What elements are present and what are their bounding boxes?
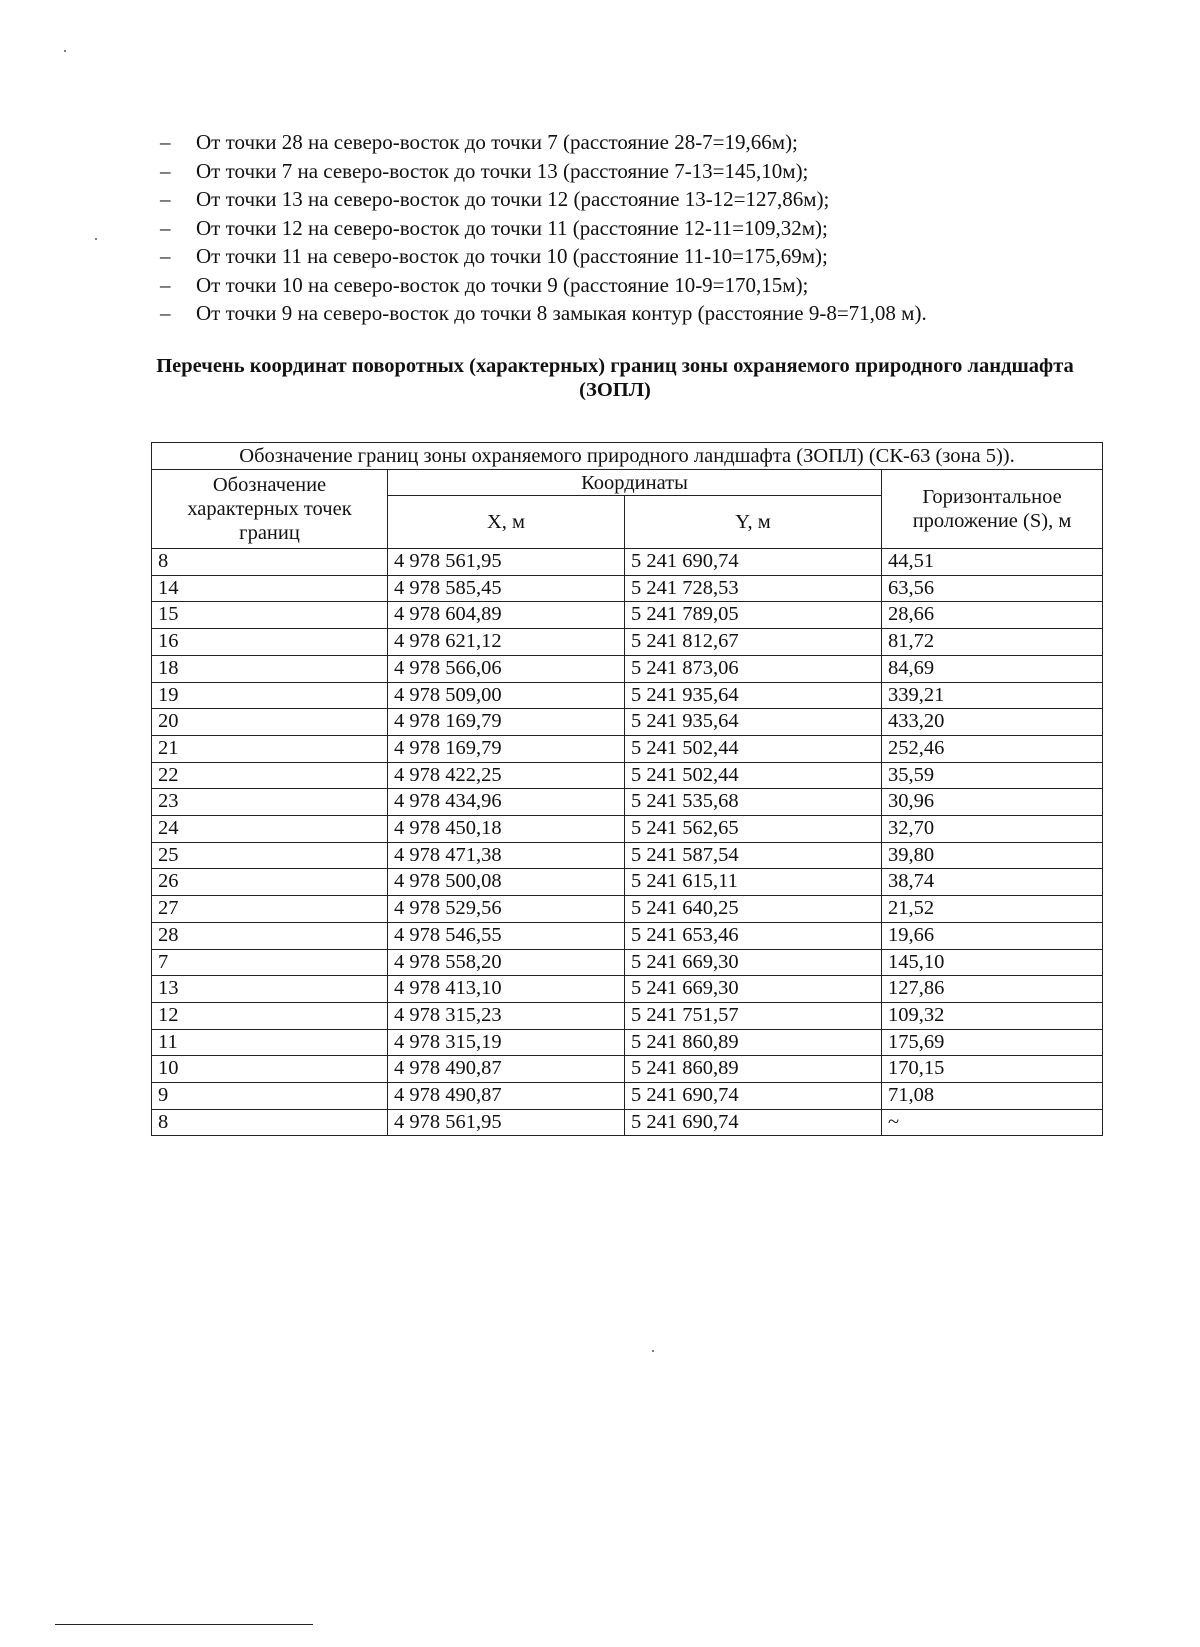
cell-point: 15: [152, 602, 388, 629]
cell-x: 4 978 422,25: [388, 762, 625, 789]
table-row: [152, 709, 1103, 736]
cell-point: 9: [152, 1083, 388, 1110]
cell-y: 5 241 935,64: [625, 682, 882, 709]
cell-x: 4 978 169,79: [388, 709, 625, 736]
cell-x: 4 978 585,45: [388, 575, 625, 602]
cell-point: 11: [152, 1029, 388, 1056]
cell-y: 5 241 587,54: [625, 842, 882, 869]
cell-x: 4 978 546,55: [388, 922, 625, 949]
scan-speck: [652, 1350, 654, 1352]
table-row: [152, 1029, 1103, 1056]
dash-marker: –: [160, 301, 171, 325]
cell-y: 5 241 751,57: [625, 1002, 882, 1029]
dash-marker: –: [160, 272, 171, 297]
table-row: [152, 762, 1103, 789]
boundary-description-text: От точки 10 на северо-восток до точки 9 (расстояние 10-9=170,15м);: [196, 272, 809, 297]
table-row: [152, 735, 1103, 762]
table-row: [152, 549, 1103, 576]
cell-point: 28: [152, 922, 388, 949]
cell-x: 4 978 315,23: [388, 1002, 625, 1029]
cell-x: 4 978 490,87: [388, 1083, 625, 1110]
cell-point: 23: [152, 789, 388, 816]
cell-point: 12: [152, 1002, 388, 1029]
cell-y: 5 241 935,64: [625, 709, 882, 736]
cell-point: 27: [152, 896, 388, 923]
cell-y: 5 241 690,74: [625, 549, 882, 576]
cell-y: 5 241 669,30: [625, 976, 882, 1003]
cell-point: 24: [152, 816, 388, 843]
cell-point: 21: [152, 735, 388, 762]
cell-y: 5 241 640,25: [625, 896, 882, 923]
cell-distance: 252,46: [882, 735, 1103, 762]
cell-x: 4 978 621,12: [388, 629, 625, 656]
cell-point: 8: [152, 549, 388, 576]
header-horizontal-distance: Горизонтальное проложение (S), м: [882, 470, 1103, 549]
boundary-description-item: [160, 271, 1140, 300]
cell-distance: 19,66: [882, 922, 1103, 949]
cell-distance: 84,69: [882, 655, 1103, 682]
cell-x: 4 978 450,18: [388, 816, 625, 843]
header-point-designation: Обозначение характерных точек границ: [152, 470, 388, 549]
boundary-description-item: [160, 157, 1140, 186]
cell-point: 26: [152, 869, 388, 896]
table-row: [152, 922, 1103, 949]
cell-point: 25: [152, 842, 388, 869]
header-y: Y, м: [625, 496, 882, 549]
cell-distance: 109,32: [882, 1002, 1103, 1029]
scan-speck: [64, 50, 66, 52]
cell-distance: 21,52: [882, 896, 1103, 923]
boundary-description-list: [160, 128, 1140, 328]
table-row: [152, 629, 1103, 656]
table-row: [152, 602, 1103, 629]
table-row: [152, 816, 1103, 843]
footnote-separator: [55, 1624, 313, 1625]
table-heading: Перечень координат поворотных (характерных) границ зоны охраняемого природного ландшафта (ЗОПЛ): [156, 355, 1074, 401]
table-row: [152, 896, 1103, 923]
boundary-description-item: [160, 299, 1140, 328]
cell-y: 5 241 653,46: [625, 922, 882, 949]
cell-distance: 81,72: [882, 629, 1103, 656]
scan-speck: [95, 238, 97, 240]
cell-y: 5 241 535,68: [625, 789, 882, 816]
table-row: [152, 976, 1103, 1003]
cell-x: 4 978 509,00: [388, 682, 625, 709]
cell-x: 4 978 413,10: [388, 976, 625, 1003]
cell-distance: 32,70: [882, 816, 1103, 843]
cell-x: 4 978 434,96: [388, 789, 625, 816]
table-row: [152, 869, 1103, 896]
cell-distance: 145,10: [882, 949, 1103, 976]
boundary-description-text: От точки 11 на северо-восток до точки 10 (расстояние 11-10=175,69м);: [196, 244, 828, 268]
cell-y: 5 241 860,89: [625, 1029, 882, 1056]
cell-x: 4 978 558,20: [388, 949, 625, 976]
cell-x: 4 978 561,95: [388, 1109, 625, 1136]
cell-distance: 28,66: [882, 602, 1103, 629]
table-row: [152, 842, 1103, 869]
cell-x: 4 978 471,38: [388, 842, 625, 869]
boundary-description-text: От точки 28 на северо-восток до точки 7 (расстояние 28-7=19,66м);: [196, 130, 798, 154]
cell-x: 4 978 561,95: [388, 549, 625, 576]
cell-distance: 127,86: [882, 976, 1103, 1003]
cell-y: 5 241 562,65: [625, 816, 882, 843]
cell-x: 4 978 169,79: [388, 735, 625, 762]
cell-x: 4 978 566,06: [388, 655, 625, 682]
boundary-description-item: [160, 185, 1140, 214]
dash-marker: –: [160, 187, 171, 211]
cell-x: 4 978 490,87: [388, 1056, 625, 1083]
header-coordinates: Координаты: [388, 470, 882, 496]
table-body: [152, 549, 1103, 1136]
cell-y: 5 241 860,89: [625, 1056, 882, 1083]
cell-point: 7: [152, 949, 388, 976]
table-row: [152, 1083, 1103, 1110]
cell-distance: 71,08: [882, 1083, 1103, 1110]
dash-marker: –: [160, 130, 171, 154]
cell-point: 10: [152, 1056, 388, 1083]
cell-y: 5 241 873,06: [625, 655, 882, 682]
cell-distance: 63,56: [882, 575, 1103, 602]
boundary-description-text: От точки 9 на северо-восток до точки 8 замыкая контур (расстояние 9-8=71,08 м).: [196, 301, 927, 325]
cell-point: 19: [152, 682, 388, 709]
cell-distance: 38,74: [882, 869, 1103, 896]
cell-x: 4 978 604,89: [388, 602, 625, 629]
table-row: [152, 655, 1103, 682]
cell-point: 13: [152, 976, 388, 1003]
cell-y: 5 241 615,11: [625, 869, 882, 896]
cell-distance: 175,69: [882, 1029, 1103, 1056]
boundary-description-item: [160, 128, 1140, 157]
cell-distance: 44,51: [882, 549, 1103, 576]
cell-point: 22: [152, 762, 388, 789]
cell-y: 5 241 690,74: [625, 1109, 882, 1136]
dash-marker: –: [160, 244, 171, 268]
dash-marker: –: [160, 158, 171, 183]
cell-x: 4 978 529,56: [388, 896, 625, 923]
boundary-description-text: От точки 12 на северо-восток до точки 11 (расстояние 12-11=109,32м);: [196, 215, 828, 240]
cell-y: 5 241 789,05: [625, 602, 882, 629]
cell-distance: 35,59: [882, 762, 1103, 789]
dash-marker: –: [160, 215, 171, 240]
coordinates-table: [151, 442, 1103, 1136]
boundary-description-item: [160, 214, 1140, 243]
header-x: X, м: [388, 496, 625, 549]
cell-distance: ~: [882, 1109, 1103, 1136]
cell-point: 20: [152, 709, 388, 736]
table-row: [152, 682, 1103, 709]
cell-distance: 170,15: [882, 1056, 1103, 1083]
boundary-description-text: От точки 7 на северо-восток до точки 13 (расстояние 7-13=145,10м);: [196, 158, 809, 183]
cell-x: 4 978 500,08: [388, 869, 625, 896]
cell-y: 5 241 502,44: [625, 735, 882, 762]
cell-y: 5 241 690,74: [625, 1083, 882, 1110]
cell-y: 5 241 728,53: [625, 575, 882, 602]
table-row: [152, 1002, 1103, 1029]
boundary-description-item: [160, 242, 1140, 271]
cell-y: 5 241 669,30: [625, 949, 882, 976]
cell-x: 4 978 315,19: [388, 1029, 625, 1056]
table-row: [152, 1109, 1103, 1136]
table-row: [152, 949, 1103, 976]
cell-y: 5 241 502,44: [625, 762, 882, 789]
cell-distance: 39,80: [882, 842, 1103, 869]
cell-point: 8: [152, 1109, 388, 1136]
table-row: [152, 789, 1103, 816]
table-row: [152, 1056, 1103, 1083]
cell-point: 14: [152, 575, 388, 602]
cell-y: 5 241 812,67: [625, 629, 882, 656]
cell-point: 16: [152, 629, 388, 656]
cell-distance: 30,96: [882, 789, 1103, 816]
table-caption: Обозначение границ зоны охраняемого природного ландшафта (ЗОПЛ) (СК-63 (зона 5)).: [152, 443, 1103, 470]
boundary-description-text: От точки 13 на северо-восток до точки 12 (расстояние 13-12=127,86м);: [196, 187, 830, 211]
cell-distance: 339,21: [882, 682, 1103, 709]
cell-point: 18: [152, 655, 388, 682]
cell-distance: 433,20: [882, 709, 1103, 736]
table-row: [152, 575, 1103, 602]
